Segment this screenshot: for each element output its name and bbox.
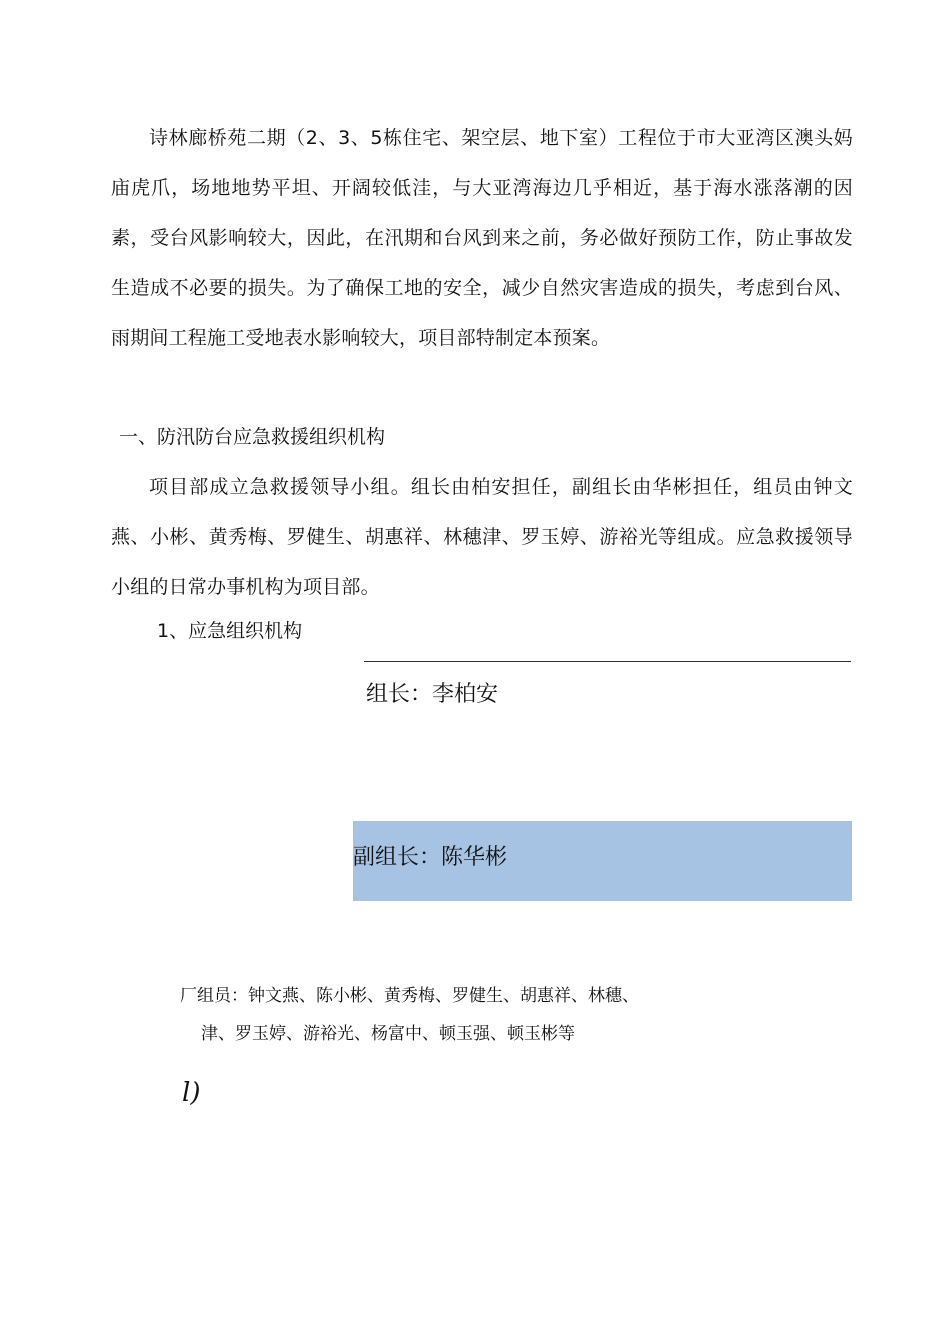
org-deputy: 副组长：陈华彬 bbox=[353, 845, 508, 870]
subsection-heading: 1、应急组织机构 bbox=[157, 620, 303, 642]
org-members-line: 津、罗玉婷、游裕光、杨富中、顿玉强、顿玉彬等 bbox=[201, 1024, 575, 1044]
intro-paragraph: 诗林廊桥苑二期（2、3、5栋住宅、架空层、地下室）工程位于市大亚湾区澳头妈庙虎爪，场地地势平坦、开阔较低洼，与大亚湾海边几乎相近，基于海水涨落潮的因素，受台风影响较大，因此，在汛期和台风到来之前，务必做好预防工作，防止事故发生造成不必要的损失。为了确保工地的安全，减少自然灾害造成的损失，考虑到台风、雨期间工程施工受地表水影响较大，项目部特制定本预案。 bbox=[111, 127, 853, 349]
section-heading: 一、防汛防台应急救援组织机构 bbox=[119, 426, 386, 448]
stray-mark: l) bbox=[182, 1078, 201, 1108]
section-paragraph: 项目部成立急救援领导小组。组长由柏安担任，副组长由华彬担任，组员由钟文燕、小彬、黄秀梅、罗健生、胡惠祥、林穗津、罗玉婷、游裕光等组成。应急救援领导小组的日常办事机构为项目部。 bbox=[111, 476, 853, 598]
org-leader: 组长：李柏安 bbox=[366, 682, 499, 707]
org-chart-divider bbox=[364, 661, 851, 662]
org-members-line: 厂组员：钟文燕、陈小彬、黄秀梅、罗健生、胡惠祥、林穗、 bbox=[180, 986, 639, 1006]
